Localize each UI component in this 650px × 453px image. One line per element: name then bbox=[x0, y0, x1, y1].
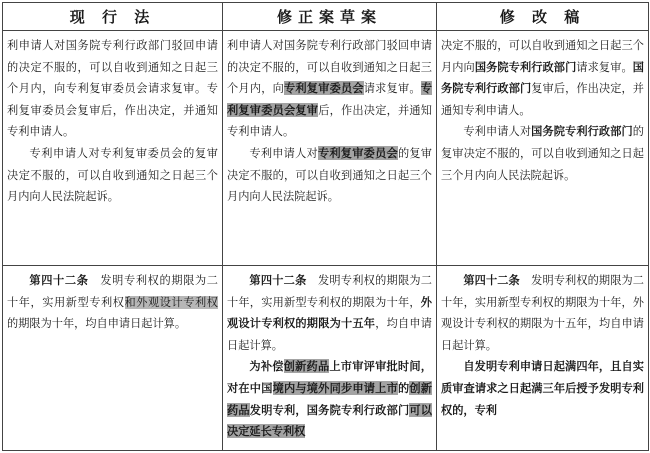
bold-text: 的 bbox=[397, 380, 410, 395]
text-run: 专利申请人对 bbox=[463, 125, 532, 139]
bold-text: 第四十二条 bbox=[463, 273, 520, 287]
header-revised-draft: 修 改 稿 bbox=[437, 3, 649, 31]
bold-text: 第四十二条 bbox=[29, 273, 89, 287]
text-run: 复审后，作出决定，并通知专利申请人。 bbox=[441, 82, 644, 117]
text-run: 请求复审。 bbox=[363, 82, 421, 96]
highlighted-text: 和外观设计专利权 bbox=[124, 295, 218, 309]
text-run: 专利申请人对 bbox=[249, 146, 318, 160]
highlighted-text: 可以 bbox=[409, 402, 432, 417]
bold-text: 外观设计专利权的期限为十五年 bbox=[227, 294, 432, 331]
paragraph bbox=[441, 35, 644, 121]
bold-text: 第四十二条 bbox=[249, 273, 307, 287]
paragraph bbox=[7, 143, 218, 208]
text-run: 的期限为十年，均自申请日起计算。 bbox=[7, 317, 187, 331]
text-run: 决定不服的，可以自收到通知之日起三个月内向 bbox=[441, 39, 644, 74]
text-run: 后，作出决定，并通知专利申请人。 bbox=[227, 103, 432, 139]
bold-text: 国务院专利行政部门 bbox=[531, 124, 633, 139]
text-run: 利申请人对国务院专利行政部门驳回申请的决定不服的，可以自收到通知之日起三个月内，向专利复审委员会请求复审。专利复审委员会复审后，作出决定，并通知专利申请人。 bbox=[7, 39, 218, 139]
paragraph bbox=[227, 270, 432, 356]
highlighted-text: 决定延长专利权 bbox=[227, 424, 306, 439]
cell-revised-draft bbox=[437, 31, 649, 266]
text-run: 的复审决定不服的，可以自收到通知之日起三个月内向人民法院起诉。 bbox=[441, 125, 644, 182]
table-row bbox=[3, 31, 649, 266]
paragraph bbox=[227, 143, 432, 208]
paragraph bbox=[441, 356, 644, 421]
highlighted-text: 专利复审委员会 bbox=[284, 81, 364, 96]
bold-text: 自发明专利申请日起满四年，且自实质审查请求之日起满三年后授予发明专利权的，专利 bbox=[441, 359, 644, 417]
text-run: 发明专利权的期限为二十年，实用新型专利权 bbox=[7, 274, 218, 309]
text-run: 的复审决定不服的，可以自收到通知之日起三个月内向人民法院起诉。 bbox=[227, 146, 432, 204]
cell-current-law bbox=[3, 266, 223, 451]
cell-revised-draft bbox=[437, 266, 649, 451]
paragraph bbox=[227, 356, 432, 442]
text-run: 利申请人对国务院专利行政部门驳回申请的决定不服的，可以自收到通知之日起三个月内，向 bbox=[227, 39, 432, 96]
header-row bbox=[3, 3, 649, 31]
highlighted-text: 境内与境外同步申请上市 bbox=[272, 380, 398, 395]
bold-text: 国务院专利行政部门 bbox=[474, 59, 577, 74]
cell-draft-amendment bbox=[223, 266, 437, 451]
bold-text: 发明专利，国务院专利行政部门 bbox=[249, 402, 410, 417]
text-run: 发明专利权的期限为二十年，实用新型专利权的期限为十年，外观设计专利权的期限为十五年，均自申请日起计算。 bbox=[441, 274, 644, 352]
text-run: ，均自申请日起计算。 bbox=[227, 317, 432, 352]
table-row bbox=[3, 266, 649, 451]
paragraph bbox=[7, 35, 218, 143]
paragraph bbox=[7, 270, 218, 335]
bold-text: 上市审评审批时间，对在中国 bbox=[227, 359, 432, 395]
text-run: 发明专利权的期限为二十年，实用新型专利权的期限为十年， bbox=[227, 274, 432, 309]
highlighted-text: 专利复审委员会 bbox=[317, 145, 398, 160]
highlighted-text: 创新药品 bbox=[283, 359, 330, 374]
header-current-law: 现 行 法 bbox=[3, 3, 223, 31]
paragraph bbox=[441, 270, 644, 356]
header-draft-amendment: 修正案草案 bbox=[223, 3, 437, 31]
text-run: 专利申请人对专利复审委员会的复审决定不服的，可以自收到通知之日起三个月内向人民法院起诉。 bbox=[7, 146, 218, 204]
highlighted-text: 专利复审委员会复审 bbox=[227, 81, 432, 117]
paragraph bbox=[227, 35, 432, 143]
cell-current-law bbox=[3, 31, 223, 266]
bold-text: 国务院专利行政部门 bbox=[441, 59, 644, 96]
highlighted-text: 创新药品 bbox=[227, 380, 432, 417]
bold-text: 为补偿 bbox=[249, 359, 284, 374]
paragraph bbox=[441, 121, 644, 186]
text-run: 请求复审。 bbox=[576, 60, 633, 74]
cell-draft-amendment bbox=[223, 31, 437, 266]
comparison-table bbox=[2, 2, 649, 451]
